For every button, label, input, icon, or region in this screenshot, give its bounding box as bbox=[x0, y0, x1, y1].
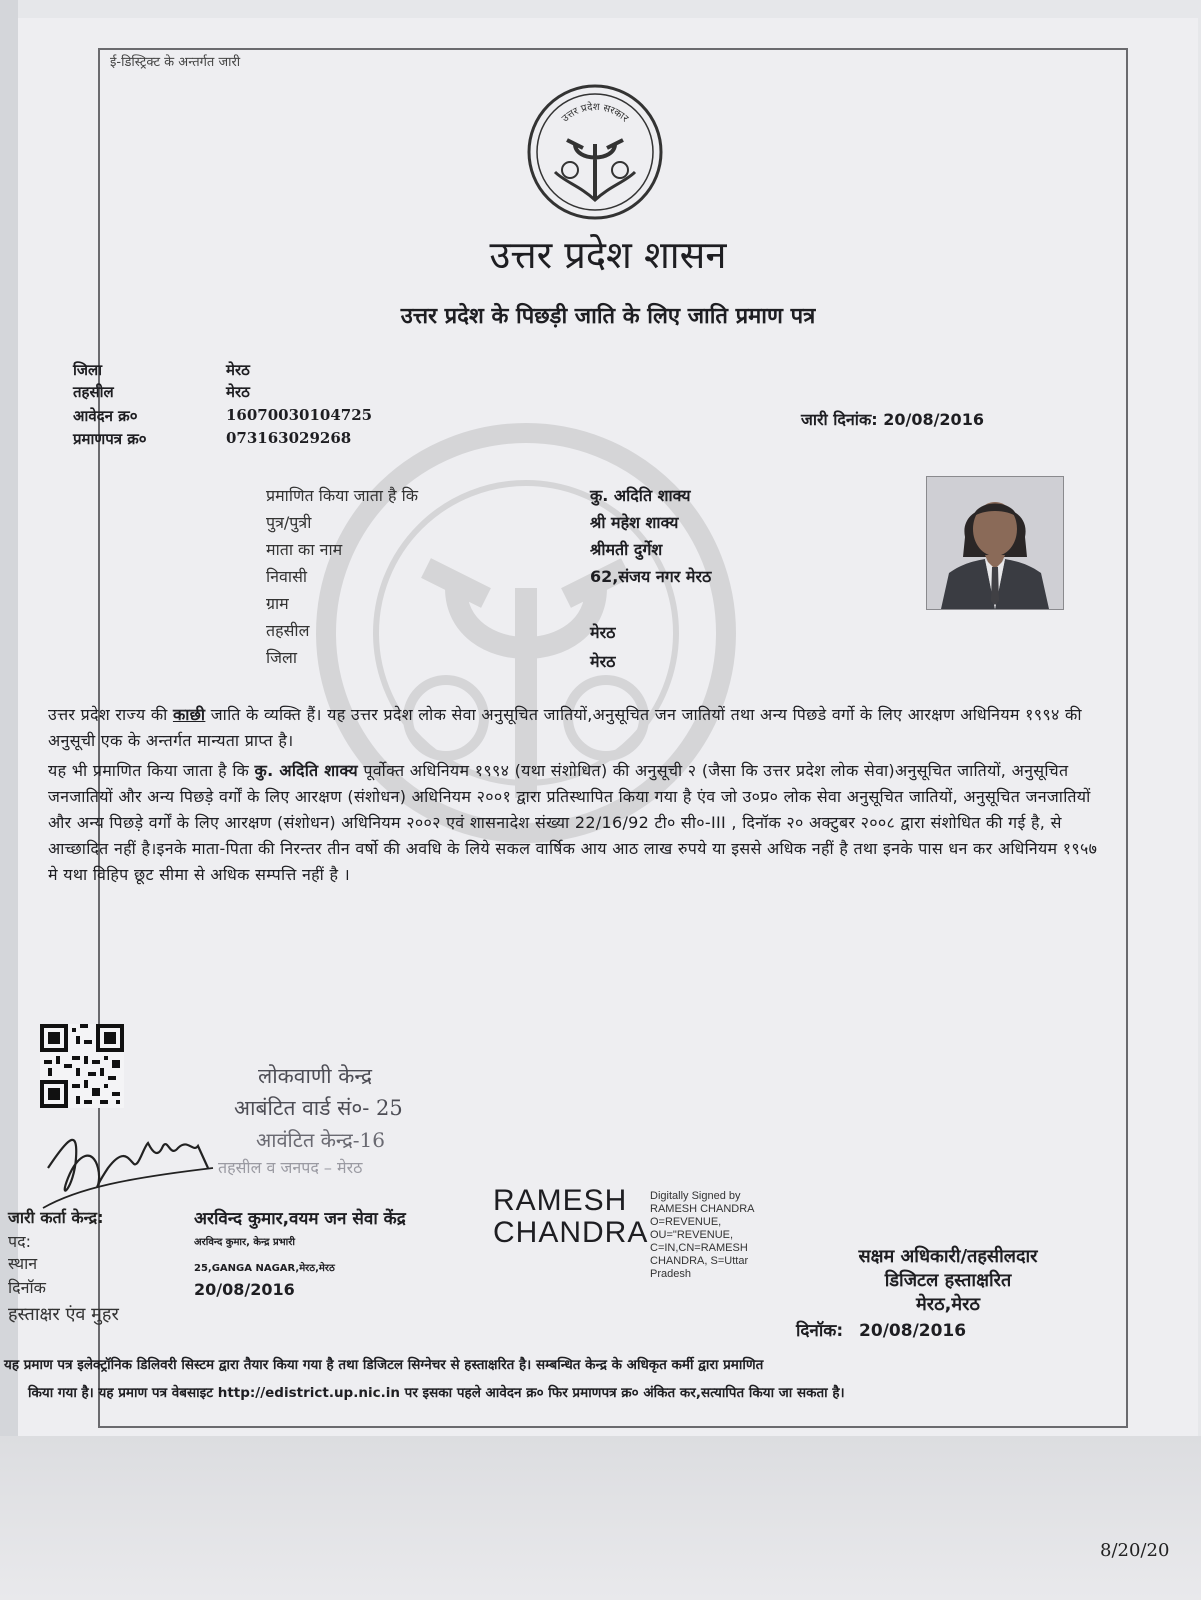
issuer-date-label: दिनॉक bbox=[8, 1278, 46, 1297]
paragraph-text: जाति के व्यक्ति हैं। यह उत्तर प्रदेश लोक सेवा अनुसूचित जातियों,अनुसूचित जन जातियों तथा अन्य पिछडे वर्गो के लिए आरक्षण अधिनियम १९९४ की अनुसूची एक के अन्तर्गत मान्यता प्राप्त है। bbox=[48, 705, 1082, 750]
issue-date-value: 20/08/2016 bbox=[883, 410, 984, 429]
issue-date-label: जारी दिनांक: bbox=[801, 410, 878, 429]
certificate-paragraph-1 bbox=[48, 702, 1098, 754]
issue-date bbox=[801, 408, 984, 430]
corner-date-stamp: 8/20/20 bbox=[1100, 1540, 1170, 1561]
page-title: उत्तर प्रदेश शासन bbox=[489, 233, 727, 277]
authority-digital-signed: डिजिटल हस्ताक्षरित bbox=[884, 1270, 1012, 1291]
signature-detail-line: C=IN,CN=RAMESH bbox=[650, 1242, 748, 1254]
certificate-number: 073163029268 bbox=[226, 429, 352, 447]
applicant-photo bbox=[926, 476, 1064, 610]
field-value-mother: श्रीमती दुर्गेश bbox=[590, 540, 663, 559]
tehsil-value: मेरठ bbox=[226, 383, 250, 401]
footer-note-line-1: यह प्रमाण पत्र इलेक्ट्रॉनिक डिलिवरी सिस्टम द्वारा तैयार किया गया है तथा डिजिटल सिग्नेचर से हस्ताक्षरित है। सम्बन्धित केन्द्र के अधिकृत कर्मी द्वारा प्रमाणित bbox=[4, 1357, 764, 1373]
field-value-residence: 62,संजय नगर मेरठ bbox=[590, 567, 712, 586]
place-label: स्थान bbox=[8, 1254, 38, 1273]
signature-seal-label: हस्ताक्षर एंव मुहर bbox=[8, 1304, 119, 1325]
issuing-center-value: अरविन्द कुमार,वयम जन सेवा केंद्र bbox=[194, 1209, 406, 1229]
footer-note-line-2: किया गया है। यह प्रमाण पत्र वेबसाइट http://edistrict.up.nic.in पर इसका पहले आवेदन क्र० फिर प्रमाणपत्र क्र० अंकित कर,सत्यापित किया जा सकता है। bbox=[28, 1385, 845, 1401]
signature-detail-line: RAMESH CHANDRA bbox=[650, 1203, 755, 1215]
tehsil-label: तहसील bbox=[73, 383, 114, 401]
digital-signer-name-line-2: CHANDRA bbox=[493, 1216, 649, 1249]
certificate-number-label: प्रमाणपत्र क्र० bbox=[73, 430, 147, 448]
svg-text:उत्तर प्रदेश सरकार: उत्तर प्रदेश सरकार bbox=[559, 101, 631, 125]
top-note: ई-डिस्ट्रिक्ट के अन्तर्गत जारी bbox=[110, 55, 241, 70]
field-label: पुत्र/पुत्री bbox=[266, 513, 312, 532]
signature-detail-line: O=REVENUE, bbox=[650, 1216, 722, 1228]
application-number: 16070030104725 bbox=[226, 406, 373, 424]
authority-date-label: दिनॉक: bbox=[796, 1321, 844, 1341]
field-label: ग्राम bbox=[266, 594, 289, 613]
handwritten-signature bbox=[38, 1108, 218, 1218]
field-value-name: कु. अदिति शाक्य bbox=[590, 486, 691, 505]
post-value: अरविन्द कुमार, केन्द्र प्रभारी bbox=[194, 1237, 295, 1248]
signature-detail-line: Digitally Signed by bbox=[650, 1190, 741, 1202]
authority-date-value: 20/08/2016 bbox=[859, 1321, 967, 1341]
certificate-subtitle: उत्तर प्रदेश के पिछड़ी जाति के लिए जाति प्रमाण पत्र bbox=[400, 303, 816, 329]
certificate-page bbox=[4, 18, 1198, 1436]
signature-detail-line: CHANDRA, S=Uttar bbox=[650, 1255, 749, 1267]
caste-name: काछी bbox=[172, 705, 206, 724]
authority-title: सक्षम अधिकारी/तहसीलदार bbox=[858, 1246, 1038, 1267]
qr-code-icon bbox=[40, 1024, 124, 1108]
stamp-line-1: लोकवाणी केन्द्र bbox=[258, 1064, 372, 1088]
stamp-line-4: तहसील व जनपद – मेरठ bbox=[218, 1158, 363, 1177]
issuer-date-value: 20/08/2016 bbox=[194, 1280, 295, 1299]
field-value-father: श्री महेश शाक्य bbox=[590, 513, 679, 532]
place-value: 25,GANGA NAGAR,मेरठ,मेरठ bbox=[194, 1263, 335, 1274]
issuing-center-label: जारी कर्ता केन्द्र: bbox=[8, 1208, 104, 1227]
field-label: निवासी bbox=[266, 567, 308, 586]
district-label: जिला bbox=[73, 361, 103, 379]
field-label: प्रमाणित किया जाता है कि bbox=[266, 486, 419, 505]
applicant-name: कु. अदिति शाक्य bbox=[254, 761, 358, 780]
up-emblem-icon bbox=[525, 82, 665, 222]
underlying-page bbox=[0, 1436, 1201, 1600]
signature-detail-line: OU="REVENUE, bbox=[650, 1229, 734, 1241]
field-value-district: मेरठ bbox=[590, 652, 616, 671]
digital-signature-details bbox=[650, 1190, 755, 1281]
field-label: तहसील bbox=[266, 621, 310, 640]
paragraph-text: उत्तर प्रदेश राज्य की bbox=[48, 705, 168, 724]
stamp-line-3: आवंटित केन्द्र-16 bbox=[256, 1128, 385, 1152]
post-label: पद: bbox=[8, 1232, 31, 1251]
field-value-tehsil: मेरठ bbox=[590, 623, 616, 642]
paragraph-text: पूर्वोक्त अधिनियम १९९४ (यथा संशोधित) की अनुसूची २ (जैसा कि उत्तर प्रदेश लोक सेवा)अनुसूचित जातियों, अनुसूचित जनजातियों और अन्य पिछड़े वर्गों के लिए आरक्षण (संशोधन) अधिनियम २००१ द्वारा प्रतिस्थापित किया गया है एंव जो उ०प्र० लोक सेवा अनुसूचित जातियों, अनुसूचित जनजातियों और अन्य पिछड़े वर्गों के लिए आरक्षण (संशोधन) अधिनियम २००२ एवं शासनादेश संख्या 22/16/92 टी० सी०-III , दिनॉक २० अक्टुबर २००८ द्वारा संशोधित की गई है, से आच्छादित नहीं है।इनके माता-पिता की निरन्तर तीन वर्षो की अवधि के लिये सकल वार्षिक आय आठ लाख रुपये या इससे अधिक नहीं है तथा इनके पास धन कर अधिनियम १९५७ मे यथा विहिप छूट सीमा से अधिक सम्पत्ति नहीं है । bbox=[48, 761, 1098, 884]
digital-signer-name-line-1: RAMESH bbox=[493, 1184, 628, 1217]
signature-detail-line: Pradesh bbox=[650, 1268, 691, 1280]
certificate-paragraph-2 bbox=[48, 758, 1098, 888]
stamp-line-2: आबंटित वार्ड सं०- 25 bbox=[234, 1096, 403, 1120]
authority-date bbox=[796, 1318, 966, 1341]
field-label: जिला bbox=[266, 648, 298, 667]
authority-location: मेरठ,मेरठ bbox=[915, 1294, 980, 1315]
paragraph-text: यह भी प्रमाणित किया जाता है कि bbox=[48, 761, 250, 780]
application-number-label: आवेदन क्र० bbox=[73, 407, 138, 425]
field-label: माता का नाम bbox=[266, 540, 343, 559]
district-value: मेरठ bbox=[226, 361, 250, 379]
